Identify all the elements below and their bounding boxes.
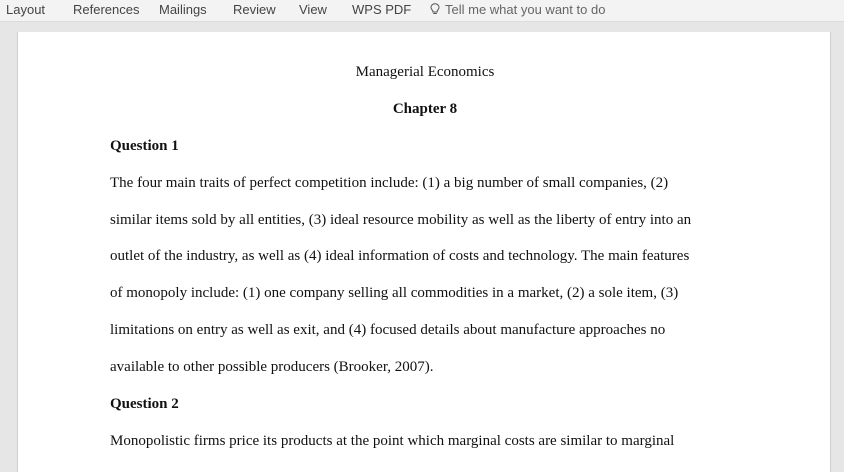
document-title: Managerial Economics: [355, 64, 495, 80]
q1-paragraph-line: outlet of the industry, as well as (4) ideal information of costs and technology. The main features: [110, 248, 690, 264]
q1-paragraph-line: limitations on entry as well as exit, and (4) focused details about manufacture approaches no: [110, 322, 666, 338]
chapter-heading: Chapter 8: [392, 101, 458, 117]
tell-me-placeholder: Tell me what you want to do: [445, 2, 606, 17]
q1-paragraph-line: of monopoly include: (1) one company selling all commodities in a market, (2) a sole item, (3): [110, 285, 679, 301]
tab-wps-pdf[interactable]: WPS PDF: [352, 2, 412, 17]
document-page[interactable]: [17, 32, 831, 472]
tell-me-search[interactable]: [430, 2, 605, 17]
q1-paragraph-line: similar items sold by all entities, (3) ideal resource mobility as well as the liberty of entry into an: [110, 212, 692, 228]
tab-review[interactable]: Review: [233, 2, 276, 17]
tab-references[interactable]: References: [73, 2, 140, 17]
q2-paragraph-line: Monopolistic firms price its products at the point which marginal costs are similar to marginal: [110, 433, 675, 449]
tab-layout[interactable]: Layout: [6, 2, 46, 17]
tab-mailings[interactable]: Mailings: [159, 2, 207, 17]
ribbon-tab-bar: [0, 0, 844, 22]
tab-view[interactable]: View: [299, 2, 327, 17]
lightbulb-icon: [430, 3, 440, 15]
question-1-heading: Question 1: [110, 138, 179, 154]
q1-paragraph-line: available to other possible producers (Brooker, 2007).: [110, 359, 434, 375]
q1-paragraph-line: The four main traits of perfect competition include: (1) a big number of small companies, (2): [110, 175, 669, 191]
question-2-heading: Question 2: [110, 396, 179, 412]
document-workspace: [0, 22, 844, 459]
